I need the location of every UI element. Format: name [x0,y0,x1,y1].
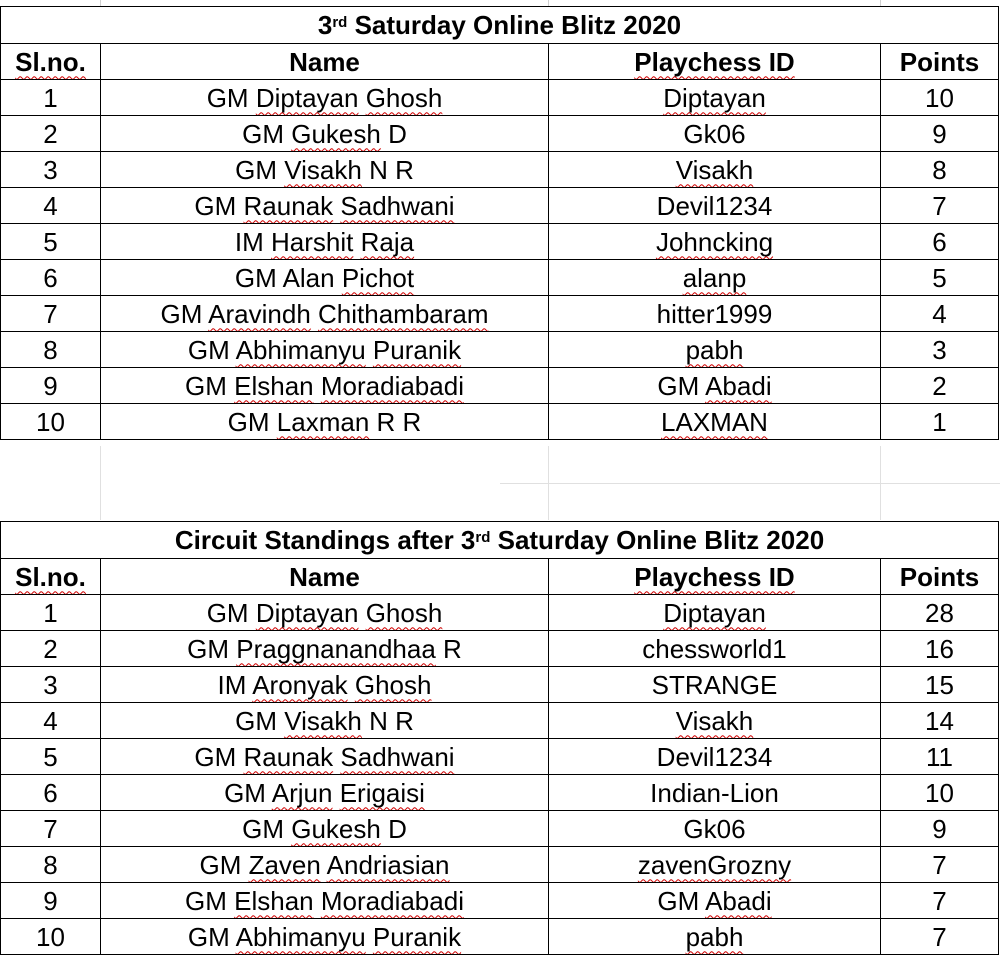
cell-playchess-id: alanp [549,260,881,296]
table-row [1,80,999,116]
table-row [1,152,999,188]
cell-slno: 4 [1,188,101,224]
cell-playchess-id: Devil1234 [549,188,881,224]
cell-slno: 6 [1,260,101,296]
cell-slno: 2 [1,116,101,152]
cell-playchess-id: pabh [549,919,881,955]
cell-name: GM Elshan Moradiabadi [101,883,549,919]
cell-playchess-id: Devil1234 [549,739,881,775]
player-title: GM [187,921,230,952]
table-row [1,296,999,332]
player-title: IM [217,669,247,700]
header-row [1,44,999,80]
cell-slno: 7 [1,296,101,332]
header-row [1,559,999,595]
cell-name: GM Gukesh D [101,811,549,847]
cell-points: 10 [881,80,999,116]
cell-name: GM Laxman R R [101,404,549,440]
cell-points: 14 [881,703,999,739]
cell-name: GM Gukesh D [101,116,549,152]
cell-name: GM Aravindh Chithambaram [101,296,549,332]
table-row [1,116,999,152]
table-row [1,224,999,260]
gridline [100,446,101,520]
cell-playchess-id: GM Abadi [549,368,881,404]
player-title: GM [185,885,227,916]
cell-playchess-id: LAXMAN [549,404,881,440]
cell-slno: 8 [1,847,101,883]
header-name: Name [101,559,549,595]
cell-playchess-id: Visakh [549,152,881,188]
player-title: GM [194,741,237,772]
player-title: GM [206,82,249,113]
player-title: GM [194,190,237,221]
header-points: Points [881,44,999,80]
table-row [1,739,999,775]
cell-playchess-id: chessworld1 [549,631,881,667]
cell-slno: 10 [1,919,101,955]
cell-points: 7 [881,883,999,919]
cell-slno: 5 [1,739,101,775]
cell-playchess-id: pabh [549,332,881,368]
table-row [1,667,999,703]
cell-points: 9 [881,116,999,152]
cell-slno: 1 [1,595,101,631]
cell-points: 3 [881,332,999,368]
cell-playchess-id: Diptayan [549,80,881,116]
cell-name: GM Visakh N R [101,152,549,188]
table-row [1,188,999,224]
player-title: GM [185,370,227,401]
cell-name: IM Harshit Raja [101,224,549,260]
cell-slno: 9 [1,883,101,919]
cell-slno: 2 [1,631,101,667]
cell-playchess-id: Indian-Lion [549,775,881,811]
header-points: Points [881,559,999,595]
table-title: 3rd Saturday Online Blitz 2020 [1,7,999,44]
blitz-results-table [0,6,999,440]
header-slno: Sl.no. [1,44,101,80]
cell-slno: 6 [1,775,101,811]
player-title: GM [199,849,242,880]
cell-points: 2 [881,368,999,404]
header-slno: Sl.no. [1,559,101,595]
cell-points: 7 [881,847,999,883]
player-title: GM [234,262,277,293]
empty-rows [0,446,1000,520]
cell-slno: 4 [1,703,101,739]
cell-name: GM Zaven Andriasian [101,847,549,883]
cell-points: 28 [881,595,999,631]
cell-points: 6 [881,224,999,260]
player-title: GM [224,777,266,808]
cell-playchess-id: Johncking [549,224,881,260]
cell-points: 7 [881,188,999,224]
gridline [500,483,1000,484]
cell-playchess-id: Gk06 [549,811,881,847]
cell-slno: 7 [1,811,101,847]
cell-points: 4 [881,296,999,332]
cell-playchess-id: GM Abadi [549,883,881,919]
circuit-standings-table [0,521,999,955]
player-title: GM [187,633,230,664]
cell-slno: 1 [1,80,101,116]
cell-points: 8 [881,152,999,188]
cell-playchess-id: Diptayan [549,595,881,631]
table-row [1,811,999,847]
cell-playchess-id: Visakh [549,703,881,739]
player-title: GM [242,118,285,149]
cell-points: 10 [881,775,999,811]
header-playchess-id: Playchess ID [549,44,881,80]
table-row [1,703,999,739]
cell-points: 15 [881,667,999,703]
cell-points: 1 [881,404,999,440]
cell-name: GM Abhimanyu Puranik [101,332,549,368]
cell-name: GM Raunak Sadhwani [101,739,549,775]
table-row [1,775,999,811]
table-row [1,919,999,955]
header-name: Name [101,44,549,80]
table-title-row [1,7,999,44]
cell-points: 7 [881,919,999,955]
cell-playchess-id: zavenGrozny [549,847,881,883]
table-row [1,595,999,631]
table-row [1,368,999,404]
player-title: GM [160,298,203,329]
table-row [1,260,999,296]
table-row [1,847,999,883]
table-title-row [1,522,999,559]
cell-playchess-id: Gk06 [549,116,881,152]
cell-slno: 9 [1,368,101,404]
cell-slno: 5 [1,224,101,260]
cell-name: GM Elshan Moradiabadi [101,368,549,404]
player-title: GM [187,334,230,365]
cell-slno: 8 [1,332,101,368]
player-title: GM [235,154,278,185]
cell-slno: 10 [1,404,101,440]
cell-name: IM Aronyak Ghosh [101,667,549,703]
table-row [1,631,999,667]
table-row [1,404,999,440]
cell-name: GM Arjun Erigaisi [101,775,549,811]
cell-slno: 3 [1,152,101,188]
cell-name: GM Diptayan Ghosh [101,80,549,116]
player-title: IM [234,226,264,257]
cell-slno: 3 [1,667,101,703]
player-title: GM [206,597,249,628]
cell-points: 5 [881,260,999,296]
cell-name: GM Abhimanyu Puranik [101,919,549,955]
cell-name: GM Visakh N R [101,703,549,739]
table-row [1,332,999,368]
cell-name: GM Raunak Sadhwani [101,188,549,224]
cell-name: GM Praggnanandhaa R [101,631,549,667]
cell-points: 11 [881,739,999,775]
cell-name: GM Diptayan Ghosh [101,595,549,631]
table-row [1,883,999,919]
player-title: GM [227,406,270,437]
cell-playchess-id: STRANGE [549,667,881,703]
cell-points: 16 [881,631,999,667]
player-title: GM [235,705,278,736]
cell-name: GM Alan Pichot [101,260,549,296]
player-title: GM [242,813,285,844]
table-title: Circuit Standings after 3rd Saturday Online Blitz 2020 [1,522,999,559]
header-playchess-id: Playchess ID [549,559,881,595]
cell-points: 9 [881,811,999,847]
cell-playchess-id: hitter1999 [549,296,881,332]
